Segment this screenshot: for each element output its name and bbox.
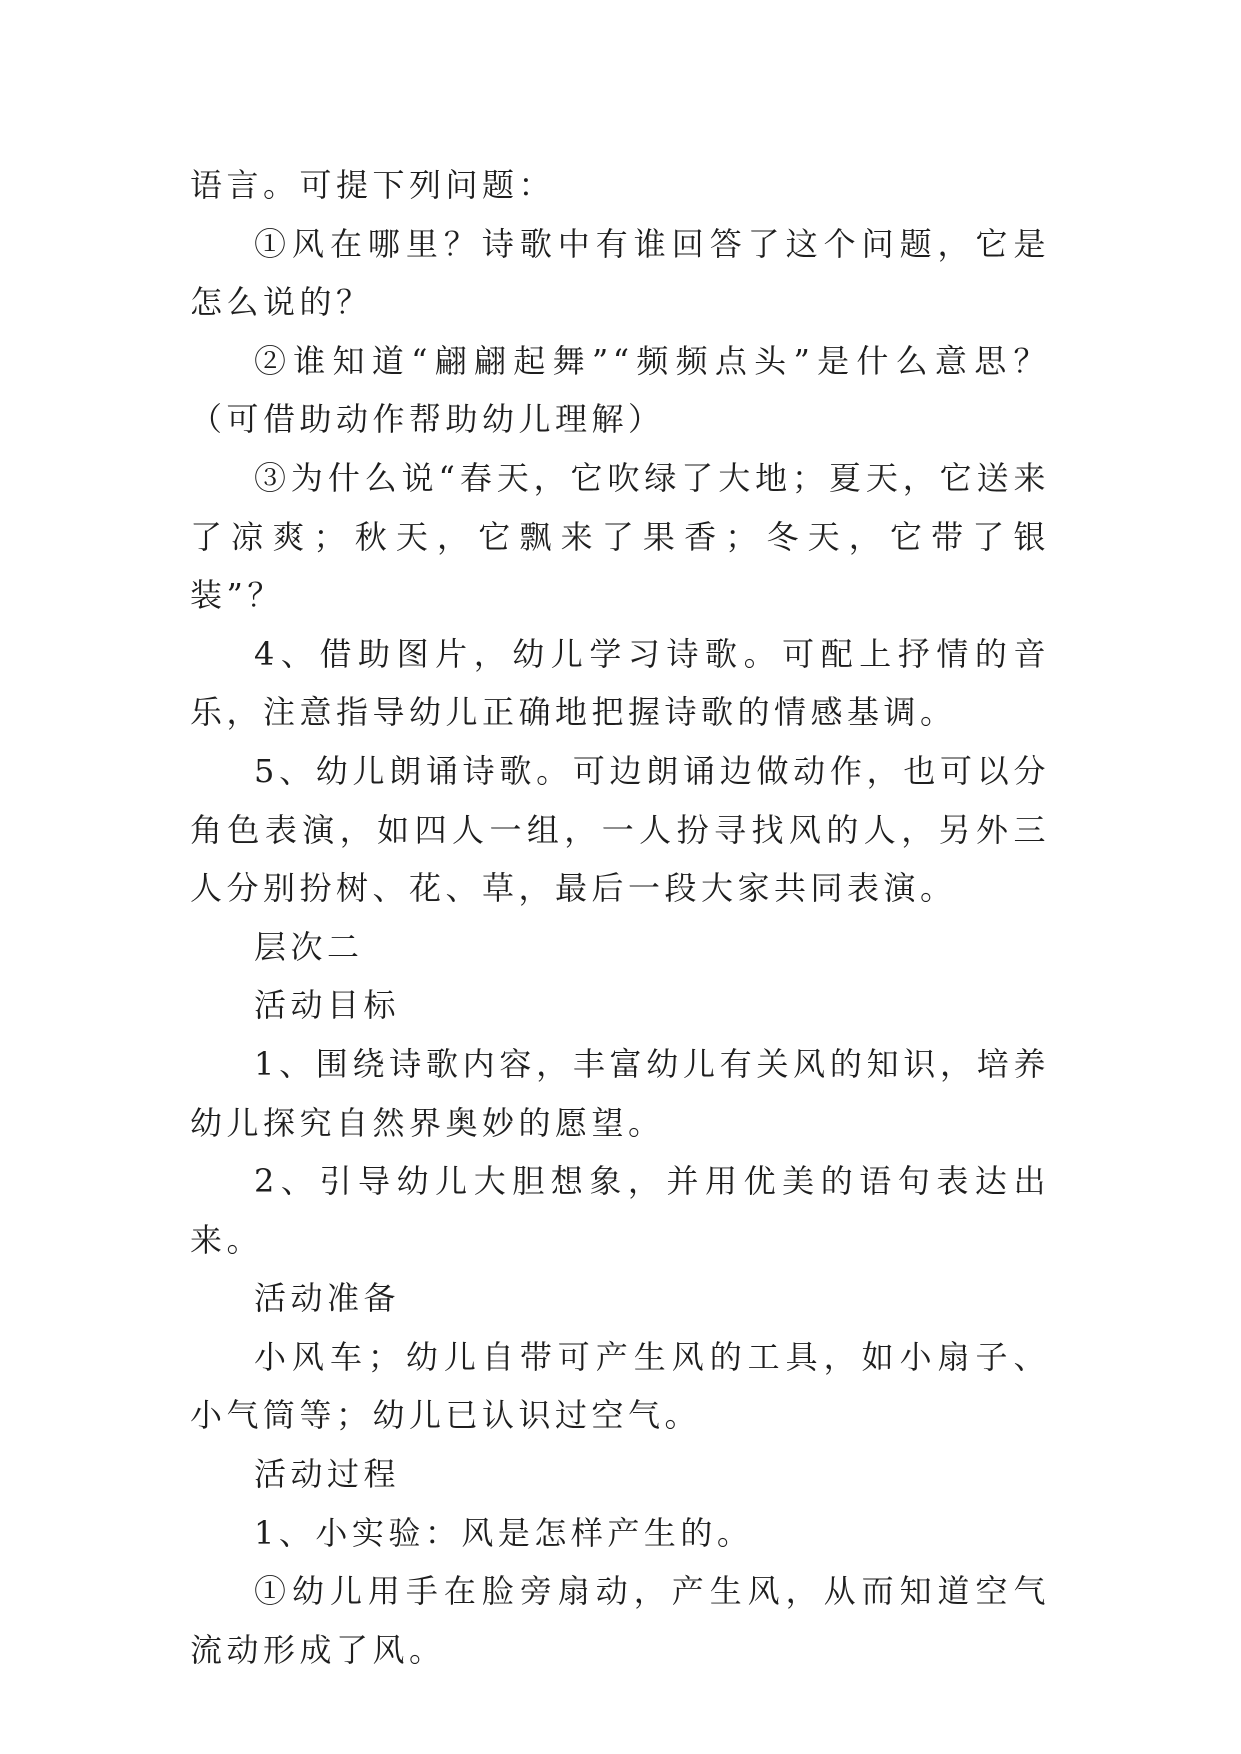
paragraph-process-1: 1、小实验：风是怎样产生的。 — [254, 1513, 754, 1552]
paragraph-question-1: ①风在哪里？诗歌中有谁回答了这个问题，它是怎么说的？ — [190, 224, 1050, 322]
heading-activity-process: 活动过程 — [254, 1455, 401, 1494]
heading-level-two: 层次二 — [254, 927, 364, 966]
paragraph-step-5: 5、幼儿朗诵诗歌。可边朗诵边做动作，也可以分角色表演，如四人一组，一人扮寻找风的人，另外三人分别扮树、花、草，最后一段大家共同表演。 — [190, 751, 1050, 908]
paragraph-question-2: ②谁知道“翩翩起舞”“频频点头”是什么意思？（可借助动作帮助幼儿理解） — [190, 341, 1050, 439]
paragraph-step-4: 4、借助图片，幼儿学习诗歌。可配上抒情的音乐，注意指导幼儿正确地把握诗歌的情感基调。 — [190, 634, 1050, 732]
document-body — [190, 156, 1050, 1679]
heading-activity-preparation: 活动准备 — [254, 1279, 401, 1318]
heading-activity-goals: 活动目标 — [254, 986, 401, 1025]
paragraph-goal-2: 2、引导幼儿大胆想象，并用优美的语句表达出来。 — [190, 1162, 1050, 1259]
paragraph-preparation: 小风车；幼儿自带可产生风的工具，如小扇子、小气筒等；幼儿已认识过空气。 — [190, 1337, 1050, 1435]
paragraph-continuation: 语言。可提下列问题： — [190, 166, 556, 204]
paragraph-process-1a: ①幼儿用手在脸旁扇动，产生风，从而知道空气流动形成了风。 — [190, 1572, 1050, 1669]
paragraph-goal-1: 1、围绕诗歌内容，丰富幼儿有关风的知识，培养幼儿探究自然界奥妙的愿望。 — [190, 1044, 1050, 1142]
paragraph-question-3: ③为什么说“春天，它吹绿了大地；夏天，它送来了凉爽；秋天，它飘来了果香；冬天，它带了银装”？ — [190, 458, 1050, 615]
